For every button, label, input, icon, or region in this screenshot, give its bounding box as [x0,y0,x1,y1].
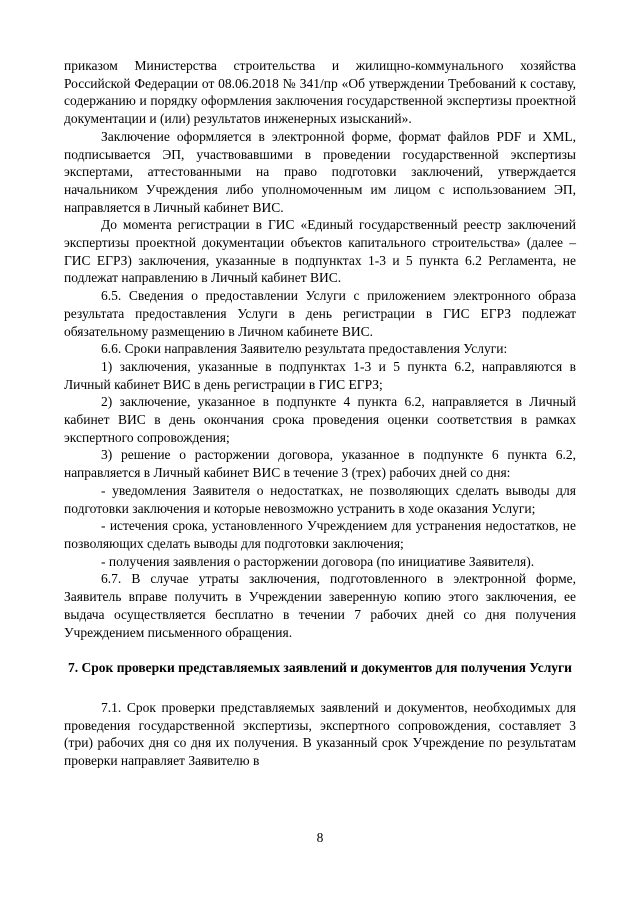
page-number: 8 [316,830,324,845]
paragraph-7-1: 7.1. Срок проверки представляемых заявлений и документов, необходимых для проведения государственной экспертизы, экспертного сопровождения, составляет 3 (три) рабочих дня со дня их получения. В указанный срок Учреждение по результатам проверки направляет Заявителю в [64,699,576,769]
paragraph-egrz-registration: До момента регистрации в ГИС «Единый государственный реестр заключений экспертизы проектной документации объектов капитального строительства» (далее – ГИС ЕГРЗ) заключения, указанные в подпунктах 1-3 и 5 пункта 6.2 Регламента, не подлежат направлению в Личный кабинет ВИС. [64,217,576,286]
page-body [64,57,576,770]
paragraph-6-6: 6.6. Сроки направления Заявителю результата предоставления Услуги: [101,341,508,357]
paragraph-conclusion-format: Заключение оформляется в электронной форме, формат файлов PDF и XML, подписывается ЭП, участвовавшими в проведении государственной экспертизы экспертами, аттестованными на право подготовки заключений, утверждается начальником Учреждения либо уполномоченным им лицом с использованием ЭП, направляется в Личный кабинет ВИС. [64,128,576,215]
paragraph-6-7: 6.7. В случае утраты заключения, подготовленного в электронной форме, Заявитель вправе получить в Учреждении заверенную копию этого заключения, ее выдача осуществляется бесплатно в течении 7 рабочих дней со дня получения Учреждением письменного обращения. [64,571,576,640]
paragraph-continuation: приказом Министерства строительства и жилищно-коммунального хозяйства Российской Федерации от 08.06.2018 № 341/пр «Об утверждении Требований к составу, содержанию и порядку оформления заключения государственной экспертизы проектной документации и (или) результатов инженерных изысканий». [64,58,576,127]
list-item-1: 1) заключения, указанные в подпунктах 1-3 и 5 пункта 6.2, направляются в Личный кабинет ВИС в день регистрации в ГИС ЕГРЗ; [64,358,576,392]
dash-item-deadline: - истечения срока, установленного Учреждением для устранения недостатков, не позволяющих сделать выводы для подготовки заключения; [64,518,576,551]
list-item-2: 2) заключение, указанное в подпункте 4 пункта 6.2, направляется в Личный кабинет ВИС в день окончания срока проведения оценки соответствия в рамках экспертного сопровождения; [64,394,576,445]
paragraph-6-5: 6.5. Сведения о предоставлении Услуги с приложением электронного образа результата предоставления Услуги в день регистрации в ГИС ЕГРЗ подлежат обязательному размещению в Личном кабинете ВИС. [64,288,576,339]
section-heading: 7. Срок проверки представляемых заявлений и документов для получения Услуги [68,660,572,676]
list-item-3: 3) решение о расторжении договора, указанное в подпункте 6 пункта 6.2, направляется в Личный кабинет ВИС в течение 3 (трех) рабочих дней со дня: [64,447,576,481]
dash-item-application: - получения заявления о расторжении договора (по инициативе Заявителя). [101,553,535,569]
dash-item-notification: - уведомления Заявителя о недостатках, не позволяющих сделать выводы для подготовки заключения и которые невозможно устранить в ходе оказания Услуги; [64,482,576,516]
